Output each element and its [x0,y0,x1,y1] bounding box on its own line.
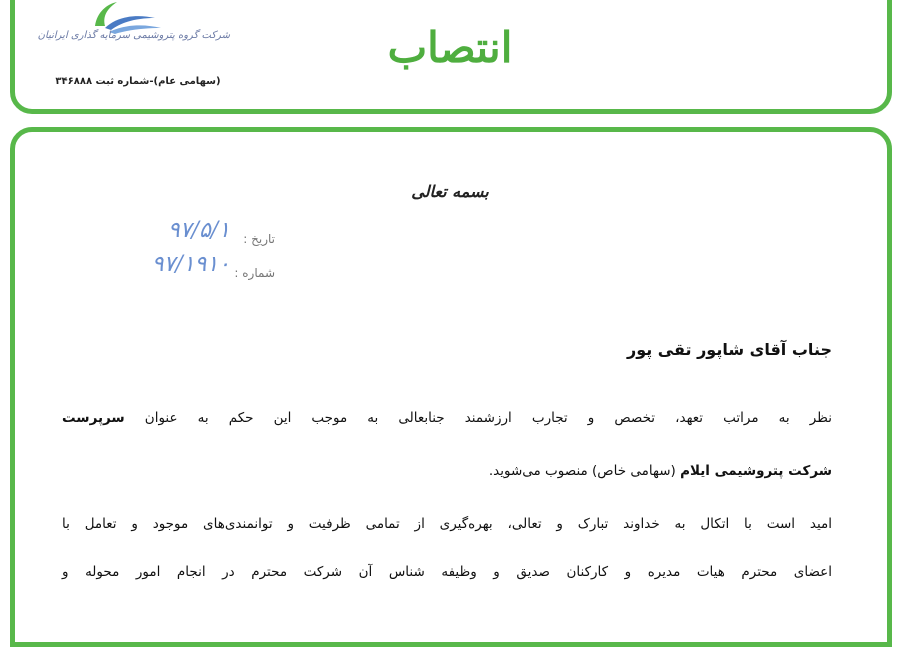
number-value: ۹۷/۱۹۱۰ [151,252,230,277]
company-registration: (سهامی عام)-شماره ثبت ۳۴۶۸۸۸ [55,76,221,87]
line2-bold: شرکت پتروشیمی ایلام [680,463,832,479]
date-value: ۹۷/۵/۱ [167,218,230,243]
date-label: تاریخ : [243,232,275,246]
addressee: جناب آقای شاپور تقی پور [626,340,832,359]
number-label: شماره : [234,266,275,280]
letter-line-3: امید است با اتکال به خداوند تبارک و تعالی، بهره‌گیری از تمامی ظرفیت و توانمندی‌های موجود و تعامل با [62,516,832,532]
letter-line-1 [62,410,832,426]
line2-text: (سهامی خاص) منصوب می‌شوید. [488,463,676,479]
letter-line-4: اعضای محترم هیات مدیره و کارکنان صدیق و وظیفه شناس آن شرکت محترم در انجام امور محوله و [62,564,832,580]
page-title: انتصاب [387,23,513,72]
letter-line-2 [489,463,832,479]
line1-bold: سرپرست [62,410,125,426]
bismillah-heading: بسمه تعالی [411,182,489,201]
line1-text: نظر به مراتب تعهد، تخصص و تجارب ارزشمند جنابعالی به موجب این حکم به عنوان [144,410,832,426]
company-name: شرکت گروه پتروشیمی سرمایه گذاری ایرانیان [37,30,230,41]
